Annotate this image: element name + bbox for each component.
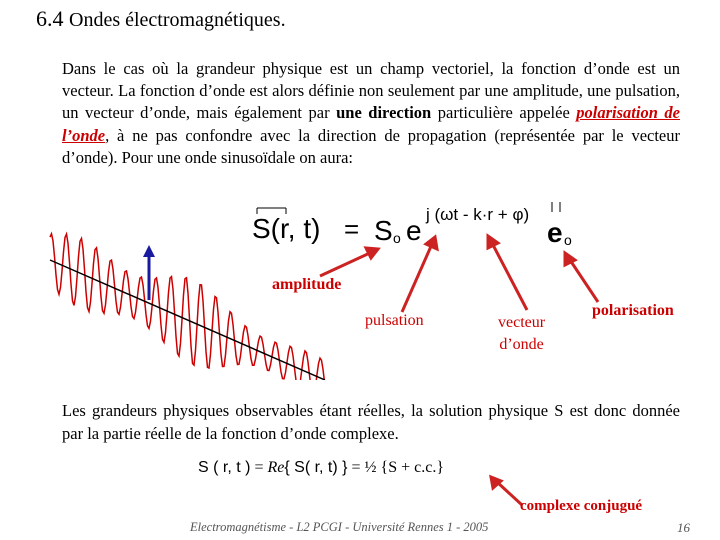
eq2-equals-2: = — [351, 459, 361, 476]
formula-polarisation-sub: o — [564, 232, 572, 248]
eq2-rhs: ½ {S + c.c.} — [364, 459, 445, 476]
arrow-polarisation — [570, 260, 598, 302]
section-title: Ondes électromagnétiques. — [69, 9, 286, 31]
page-number: 16 — [677, 520, 690, 535]
formula-exponent: j (ωt - k·r + φ) — [426, 205, 530, 224]
arrow-complexe-conjugue — [497, 482, 522, 505]
formula-exp-base: e — [406, 215, 422, 246]
formula-amplitude-sub: o — [393, 230, 401, 246]
arrowhead-amplitude — [366, 248, 378, 258]
arrowhead-complexe-conjugue — [491, 477, 501, 488]
observables-paragraph: Les grandeurs physiques observables étant réelles, la solution physique S est donc donnée par la partie réelle de la fonction d’onde complexe. — [62, 401, 680, 443]
eq2-inner: { S( r, t) } — [284, 459, 348, 476]
formula-polarisation-vector: e — [547, 217, 563, 248]
real-part-equation — [198, 459, 444, 477]
slide-footer: Electromagnétisme - L2 PCGI - Université Rennes 1 - 2005 — [190, 520, 489, 534]
formula-lhs: S(r, t) — [252, 213, 321, 244]
formula-amplitude: S — [374, 215, 393, 246]
section-number: 6.4 — [36, 6, 64, 31]
eq2-re: Re — [267, 459, 285, 476]
label-polarisation: polarisation — [592, 302, 674, 319]
arrow-vecteur — [492, 243, 527, 310]
label-complexe-conjugue: complexe conjugué — [520, 498, 643, 514]
label-vecteur-line2: d’onde — [499, 336, 544, 353]
arrowhead-vecteur — [488, 236, 498, 248]
label-amplitude: amplitude — [272, 276, 342, 293]
eq2-lhs: S ( r, t ) — [198, 459, 251, 476]
label-pulsation: pulsation — [365, 312, 424, 329]
para-text-1: Dans le cas où la grandeur physique est un champ vectoriel, la fonction d’onde est un vecteur. La fonction d’onde est alors définie non seulement par une amplitude, une pulsation, un vecteur d’onde, mais également par — [62, 59, 680, 123]
para-polarisation-term: polarisation de l’onde — [62, 103, 680, 145]
para-bold-direction: une direction — [336, 103, 432, 123]
arrow-amplitude — [320, 252, 372, 276]
para-text-2: particulière appelée — [431, 103, 577, 123]
para-text-3: , à ne pas confondre avec la direction de propagation (représentée par le vecteur d’onde). Pour une onde sinusoïdale on aura: — [62, 125, 680, 167]
eq2-equals-1: = — [254, 459, 264, 476]
arrow-pulsation — [402, 244, 432, 312]
label-vecteur-line1: vecteur — [498, 314, 546, 331]
arrowhead-pulsation — [426, 237, 437, 249]
formula-equals: = — [344, 214, 360, 244]
label-vecteur-onde — [498, 312, 545, 356]
